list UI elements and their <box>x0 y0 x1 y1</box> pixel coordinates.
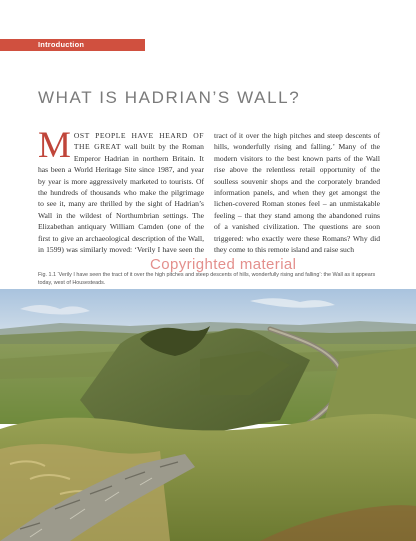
body-paragraph: wall built by the Roman Emperor Hadrian in northern Britain. It has been a World Heritage Site since 1987, and year by year is more aggressively marketed to tourists. Of the hundreds of thousands who make the pilgrimage to see it, many are thrilled by the sight of Hadrian’s Wall in the wildest of Northumbrian settings. The Elizabethan antiquary William Camden (one of the first to give an archaeological description of the Wall, in 1599) was similarly moved: ‘Verily I have seen the tract of it over the high pitches and steep descents of hills, wonderfully rising and falling.’ Many of the modern visitors to the best known parts of the Wall rise above the relentless retail opportunity of the soulless souvenir shops and the corporately branded information panels, and when they get amongst the lichen-covered Roman stones feel – an unmistakable feeling – that they stand among the abandoned ruins of a vanished civilization. The questions are soon triggered: who exactly were these Romans? Why did they come to this remote island and raise such <box>38 131 380 255</box>
body-text <box>38 125 380 272</box>
landscape-photo <box>0 289 416 541</box>
page-title: WHAT IS HADRIAN’S WALL? <box>38 88 301 107</box>
drop-cap: M <box>38 125 71 166</box>
section-tab <box>0 39 145 51</box>
section-label: Introduction <box>38 40 85 49</box>
lead-smallcaps: OST PEOPLE HAVE HEARD OF THE GREAT <box>73 131 204 152</box>
figure-caption: Fig. 1.1 ‘Verily I have seen the tract of it over the high pitches and steep descents of hills, wonderfully rising and falling’: the Wall as it appears today, west of Housesteads. <box>38 272 376 286</box>
copyright-watermark: Copyrighted material <box>150 256 297 273</box>
